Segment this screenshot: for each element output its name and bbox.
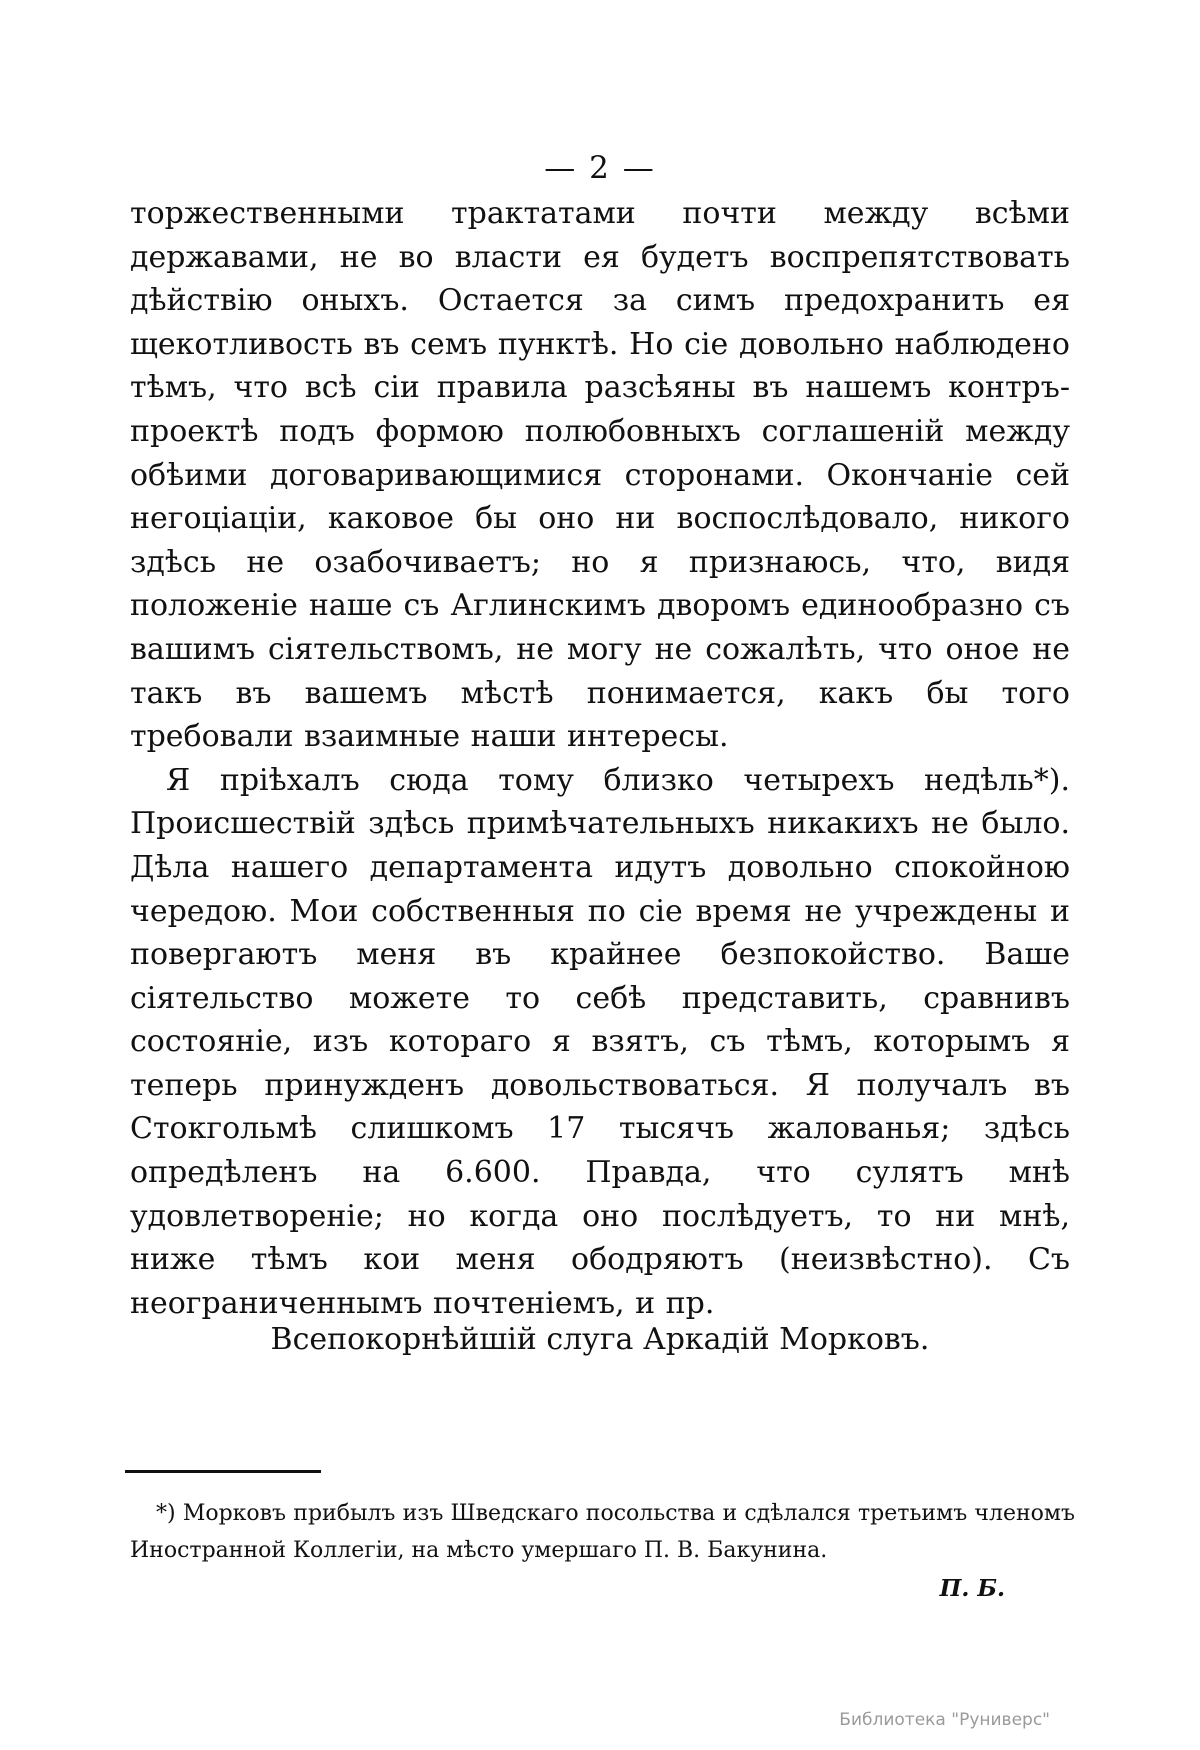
footnote [130,1495,1075,1569]
letter-body [130,192,1070,1325]
paragraph-2: Я пріѣхалъ сюда тому близко четырехъ недѣль*). Происшествій здѣсь примѣчательныхъ никакихъ не было. Дѣла нашего департамента идутъ довольно спокойною чередою. Мои собственныя по сіе время не учреждены и повергаютъ меня въ крайнее безпокойство. Ваше сіятельство можете то себѣ представить, сравнивъ состояніе, изъ котораго я взятъ, съ тѣмъ, которымъ я теперь принужденъ довольствоваться. Я получалъ въ Стокгольмѣ слишкомъ 17 тысячъ жалованья; здѣсь опредѣленъ на 6.600. Правда, что сулятъ мнѣ удовлетвореніе; но когда оно послѣдуетъ, то ни мнѣ, ниже тѣмъ кои меня ободряютъ (неизвѣстно). Съ неограниченнымъ почтеніемъ, и пр. [130,762,1070,1321]
paragraph-1: торжественными трактатами почти между всѣми державами, не во власти ея будетъ воспрепятствовать дѣйствію оныхъ. Остается за симъ предохранить ея щекотливость въ семъ пунктѣ. Но сіе довольно наблюдено тѣмъ, что всѣ сіи правила разсѣяны въ нашемъ контръ-проектѣ подъ формою полюбовныхъ соглашеній между обѣими договаривающимися сторонами. Окончаніе сей негоціаціи, каковое бы оно ни воспослѣдовало, никого здѣсь не озабочиваетъ; но я признаюсь, что, видя положеніе наше съ Аглинскимъ дворомъ единообразно съ вашимъ сіятельствомъ, не могу не сожалѣть, что оное не такъ въ вашемъ мѣстѣ понимается, какъ бы того требовали взаимные наши интересы. [130,196,1070,755]
footnote-initials: П. Б. [939,1575,1005,1602]
footnote-text: *) Морковъ прибылъ изъ Шведскаго посольства и сдѣлался третьимъ членомъ Иностранной Коллегіи, на мѣсто умершаго П. В. Бакунина. [130,1501,1075,1563]
footnote-divider [125,1470,321,1473]
library-watermark: Библиотека "Руниверс" [839,1710,1050,1730]
page-number: — 2 — [544,150,656,186]
signature: Всепокорнѣйшій слуга Аркадій Морковъ. [270,1322,930,1357]
